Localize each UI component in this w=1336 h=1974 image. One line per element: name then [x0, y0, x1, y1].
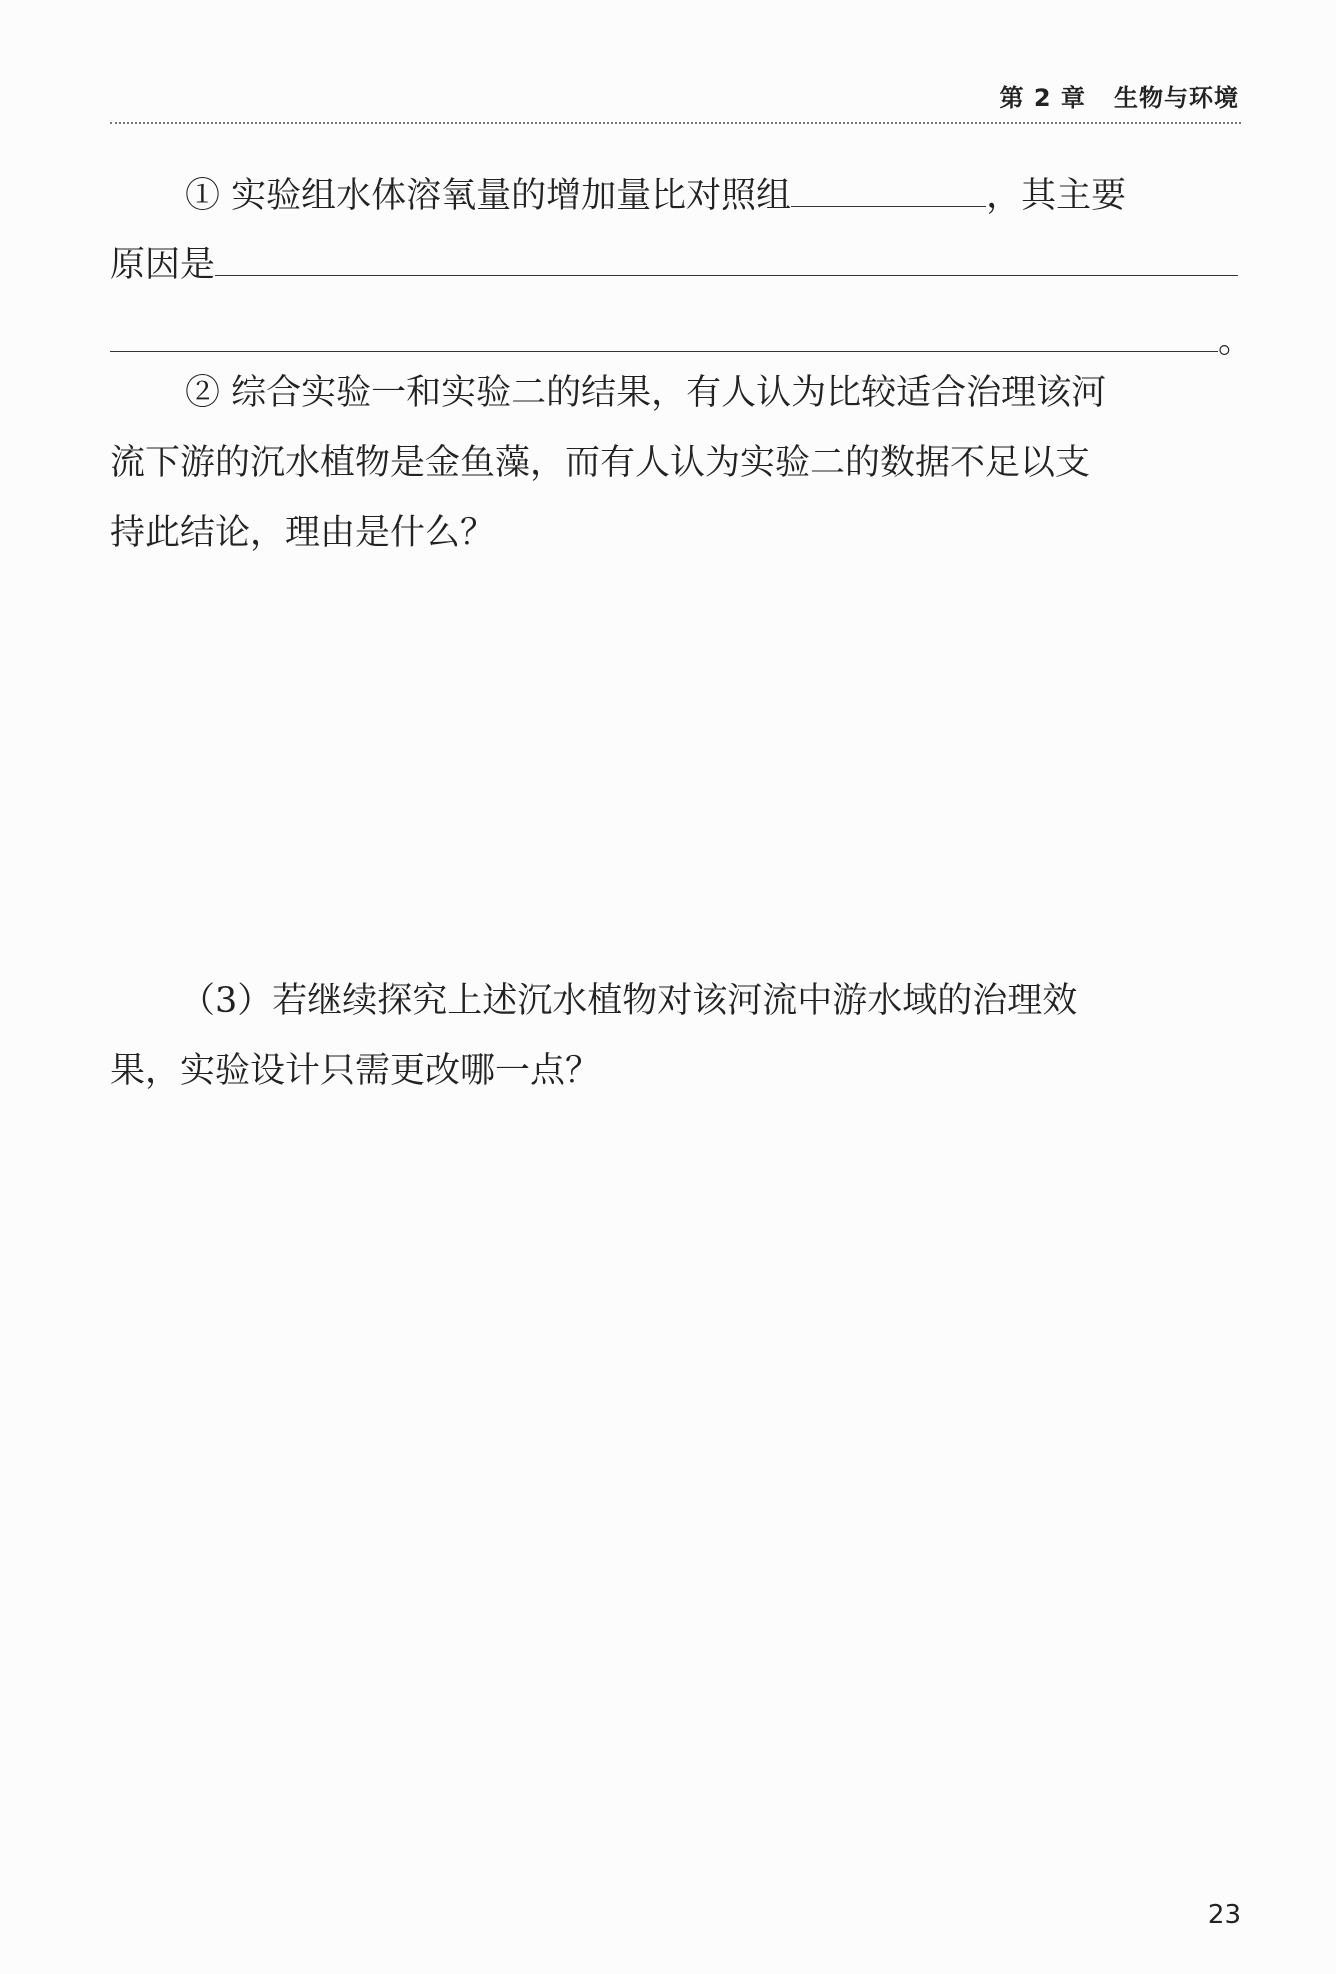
question-2-2-line-2: 流下游的沉水植物是金鱼藻，而有人认为实验二的数据不足以支 — [110, 443, 1091, 483]
page-number: 23 — [1207, 1900, 1241, 1930]
question-2-1-line-3 — [110, 320, 1253, 362]
answer-blank-comparison[interactable] — [791, 176, 986, 207]
question-3-line-2: 果，实验设计只需更改哪一点？ — [110, 1051, 601, 1091]
question-text: ① 实验组水体溶氧量的增加量比对照组 — [185, 176, 792, 216]
question-text: 。 — [1218, 321, 1254, 361]
question-2-2-line-3: 持此结论，理由是什么？ — [110, 513, 496, 553]
question-3-line-1: （3）若继续探究上述沉水植物对该河流中游水域的治理效 — [180, 981, 1078, 1021]
question-text: ，其主要 — [986, 176, 1127, 216]
chapter-title: 第 2 章 生物与环境 — [999, 84, 1239, 112]
question-text: 原因是 — [110, 245, 216, 285]
question-2-1-line-1 — [185, 175, 1126, 217]
question-2-2-line-1: ② 综合实验一和实验二的结果，有人认为比较适合治理该河 — [185, 373, 1107, 413]
question-2-1-line-2 — [110, 244, 1238, 286]
answer-blank-reason-1[interactable] — [215, 245, 1238, 276]
answer-blank-reason-2[interactable] — [110, 321, 1218, 352]
page-header — [110, 70, 1241, 124]
